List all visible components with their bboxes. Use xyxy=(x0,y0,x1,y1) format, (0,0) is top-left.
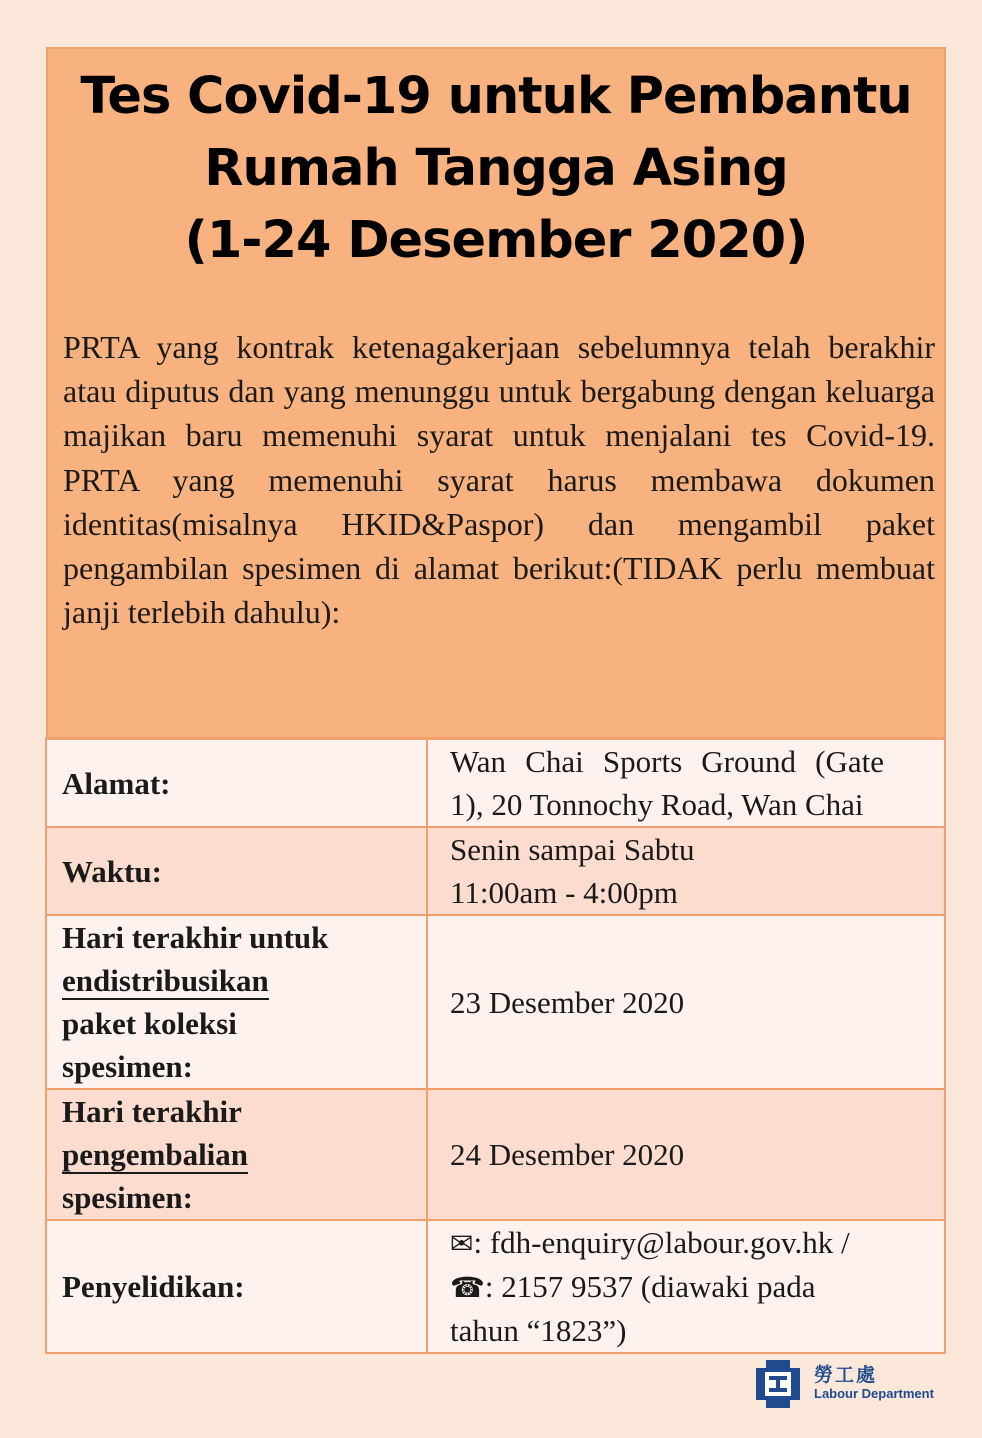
time-label: Waktu: xyxy=(46,827,427,915)
page-title xyxy=(48,49,944,277)
enquiry-email-line xyxy=(450,1221,884,1265)
time-value xyxy=(427,827,945,915)
enquiry-email-text[interactable]: : fdh-enquiry@labour.gov.hk / xyxy=(473,1225,850,1260)
enquiry-phone-line-2: tahun “1823”) xyxy=(450,1313,627,1348)
labour-department-logo xyxy=(752,1358,952,1410)
last-distribution-label xyxy=(46,915,427,1089)
intro-paragraph: PRTA yang kontrak ketenagakerjaan sebelumnya telah berakhir atau diputus dan yang menunggu untuk bergabung dengan keluarga majikan baru memenuhi syarat untuk menjalani tes Covid-19. PRTA yang memenuhi syarat harus membawa dokumen identitas(misalnya HKID&Paspor) dan mengambil paket pengambilan spesimen di alamat berikut:(TIDAK perlu membuat janji terlebih dahulu): xyxy=(63,329,935,631)
logo-english-text: Labour Department xyxy=(814,1386,934,1401)
last-distribution-value: 23 Desember 2020 xyxy=(427,915,945,1089)
last-distribution-label-line-3: paket koleksi xyxy=(62,1006,237,1041)
labour-department-logo-icon xyxy=(752,1358,804,1410)
title-line-3: (1-24 Desember 2020) xyxy=(184,211,808,270)
last-distribution-label-line-2: endistribusikan xyxy=(62,963,269,998)
envelope-icon: ✉ xyxy=(450,1227,474,1260)
address-value xyxy=(427,739,945,827)
address-value-line-1: Wan Chai Sports Ground (Gate xyxy=(450,744,884,779)
logo-chinese-text: 勞工處 xyxy=(814,1364,878,1386)
address-label: Alamat: xyxy=(46,739,427,827)
telephone-icon: ☎ xyxy=(450,1271,485,1304)
time-value-line-2: 11:00am - 4:00pm xyxy=(450,875,678,910)
title-line-1: Tes Covid-19 untuk Pembantu xyxy=(80,67,912,126)
table-row-last-distribution xyxy=(46,915,945,1089)
enquiry-value xyxy=(427,1220,945,1353)
last-return-label-line-1: Hari terakhir xyxy=(62,1094,242,1129)
last-return-value: 24 Desember 2020 xyxy=(427,1089,945,1220)
last-return-label-line-2-wrap xyxy=(62,1133,426,1176)
enquiry-label: Penyelidikan: xyxy=(46,1220,427,1353)
enquiry-phone-text: : 2157 9537 (diawaki pada xyxy=(484,1269,816,1304)
table-row-enquiry xyxy=(46,1220,945,1353)
last-distribution-label-line-1: Hari terakhir untuk xyxy=(62,920,329,955)
info-table xyxy=(45,738,946,1354)
address-value-line-2: 1), 20 Tonnochy Road, Wan Chai xyxy=(450,787,864,822)
last-distribution-label-line-4: spesimen: xyxy=(62,1049,193,1084)
table-row-time xyxy=(46,827,945,915)
title-line-2: Rumah Tangga Asing xyxy=(204,139,788,198)
enquiry-phone-line xyxy=(450,1265,884,1309)
last-return-label-line-2: pengembalian xyxy=(62,1137,249,1172)
header-card xyxy=(46,47,946,739)
table-row-last-return xyxy=(46,1089,945,1220)
last-return-label-line-3: spesimen: xyxy=(62,1180,193,1215)
time-value-line-1: Senin sampai Sabtu xyxy=(450,832,695,867)
table-row-address xyxy=(46,739,945,827)
last-return-label xyxy=(46,1089,427,1220)
last-distribution-label-line-2-wrap xyxy=(62,959,426,1002)
